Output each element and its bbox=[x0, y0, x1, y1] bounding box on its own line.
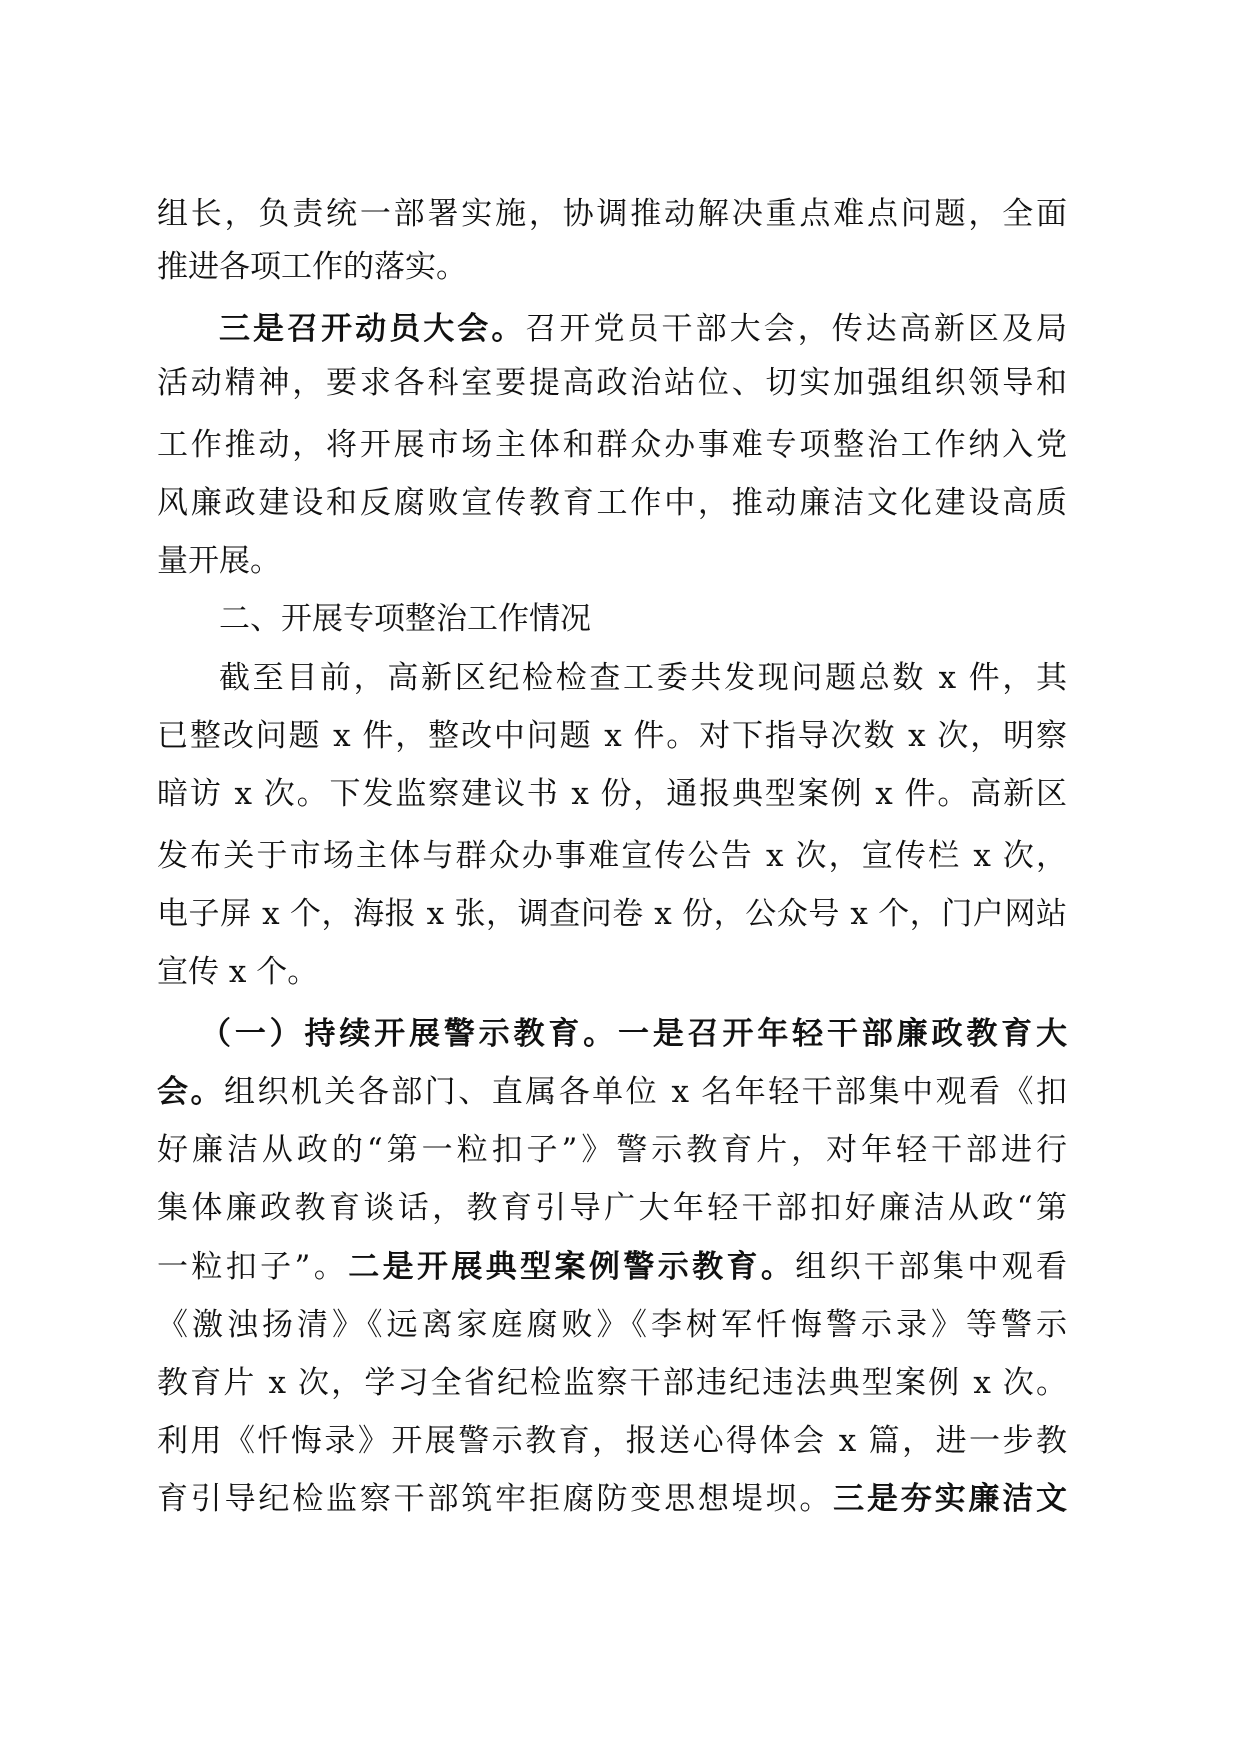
text-run: 教育片 x 次，学习全省纪检监察干部违纪违法典型案例 x 次。 bbox=[157, 1365, 1067, 1401]
heading-text: 二、开展专项整治工作情况 bbox=[219, 601, 591, 637]
text-run: 发布关于市场主体与群众办事难宣传公告 x 次，宣传栏 x 次， bbox=[157, 838, 1067, 874]
paragraph-line bbox=[157, 356, 1067, 410]
paragraph-line bbox=[157, 1356, 1067, 1410]
bold-lead: 会。 bbox=[157, 1074, 224, 1110]
text-run: 好廉洁从政的“第一粒扣子”》警示教育片，对年轻干部进行 bbox=[157, 1132, 1067, 1168]
text-run: 宣传 x 个。 bbox=[157, 954, 319, 990]
text-run: 组织干部集中观看 bbox=[795, 1249, 1067, 1285]
paragraph-line bbox=[157, 1414, 1067, 1468]
paragraph-line bbox=[157, 887, 1067, 941]
paragraph-line bbox=[157, 1181, 1067, 1235]
text-run: 组长，负责统一部署实施，协调推动解决重点难点问题，全面 bbox=[157, 196, 1067, 232]
section-heading bbox=[219, 592, 1067, 646]
bold-lead: 三是夯实廉洁文 bbox=[833, 1481, 1067, 1517]
paragraph-line bbox=[219, 651, 1067, 705]
text-run: 工作推动，将开展市场主体和群众办事难专项整治工作纳入党 bbox=[157, 427, 1067, 463]
text-run: 截至目前，高新区纪检检查工委共发现问题总数 x 件，其 bbox=[219, 660, 1067, 696]
text-run: 召开党员干部大会，传达高新区及局 bbox=[525, 311, 1067, 347]
text-run: 一粒扣子”。 bbox=[157, 1249, 349, 1285]
text-run: 组织机关各部门、直属各单位 x 名年轻干部集中观看《扣 bbox=[223, 1074, 1067, 1110]
text-run: 利用《忏悔录》开展警示教育，报送心得体会 x 篇，进一步教 bbox=[157, 1423, 1067, 1459]
text-run: 集体廉政教育谈话，教育引导广大年轻干部扣好廉洁从政“第 bbox=[157, 1190, 1067, 1226]
paragraph-line bbox=[157, 1472, 1067, 1526]
text-run: 电子屏 x 个，海报 x 张，调查问卷 x 份，公众号 x 个，门户网站 bbox=[157, 896, 1067, 932]
text-run: 暗访 x 次。下发监察建议书 x 份，通报典型案例 x 件。高新区 bbox=[157, 776, 1067, 812]
bold-lead: （一）持续开展警示教育。一是召开年轻干部廉政教育大 bbox=[200, 1016, 1067, 1052]
bold-lead: 二是开展典型案例警示教育。 bbox=[348, 1249, 796, 1285]
text-run: 《激浊扬清》《远离家庭腐败》《李树军忏悔警示录》等警示 bbox=[157, 1307, 1067, 1343]
bold-lead: 三是召开动员大会。 bbox=[219, 311, 526, 347]
paragraph-line bbox=[157, 945, 1067, 999]
text-run: 已整改问题 x 件，整改中问题 x 件。对下指导次数 x 次，明察 bbox=[157, 718, 1067, 754]
paragraph-line bbox=[157, 476, 1067, 530]
paragraph-line bbox=[219, 302, 1067, 356]
text-run: 推进各项工作的落实。 bbox=[157, 249, 467, 285]
paragraph-line bbox=[157, 1123, 1067, 1177]
paragraph-line bbox=[157, 1240, 1067, 1294]
text-run: 育引导纪检监察干部筑牢拒腐防变思想堤坝。 bbox=[157, 1481, 834, 1517]
paragraph-line bbox=[157, 418, 1067, 472]
paragraph-line bbox=[200, 1007, 1067, 1061]
paragraph-line bbox=[157, 767, 1067, 821]
paragraph-line bbox=[157, 187, 1067, 241]
paragraph-line bbox=[157, 829, 1067, 883]
paragraph-line bbox=[157, 240, 1067, 294]
text-run: 量开展。 bbox=[157, 543, 281, 579]
text-run: 活动精神，要求各科室要提高政治站位、切实加强组织领导和 bbox=[157, 365, 1067, 401]
paragraph-line bbox=[157, 1065, 1067, 1119]
paragraph-line bbox=[157, 534, 1067, 588]
paragraph-line bbox=[157, 1298, 1067, 1352]
text-run: 风廉政建设和反腐败宣传教育工作中，推动廉洁文化建设高质 bbox=[157, 485, 1067, 521]
paragraph-line bbox=[157, 709, 1067, 763]
